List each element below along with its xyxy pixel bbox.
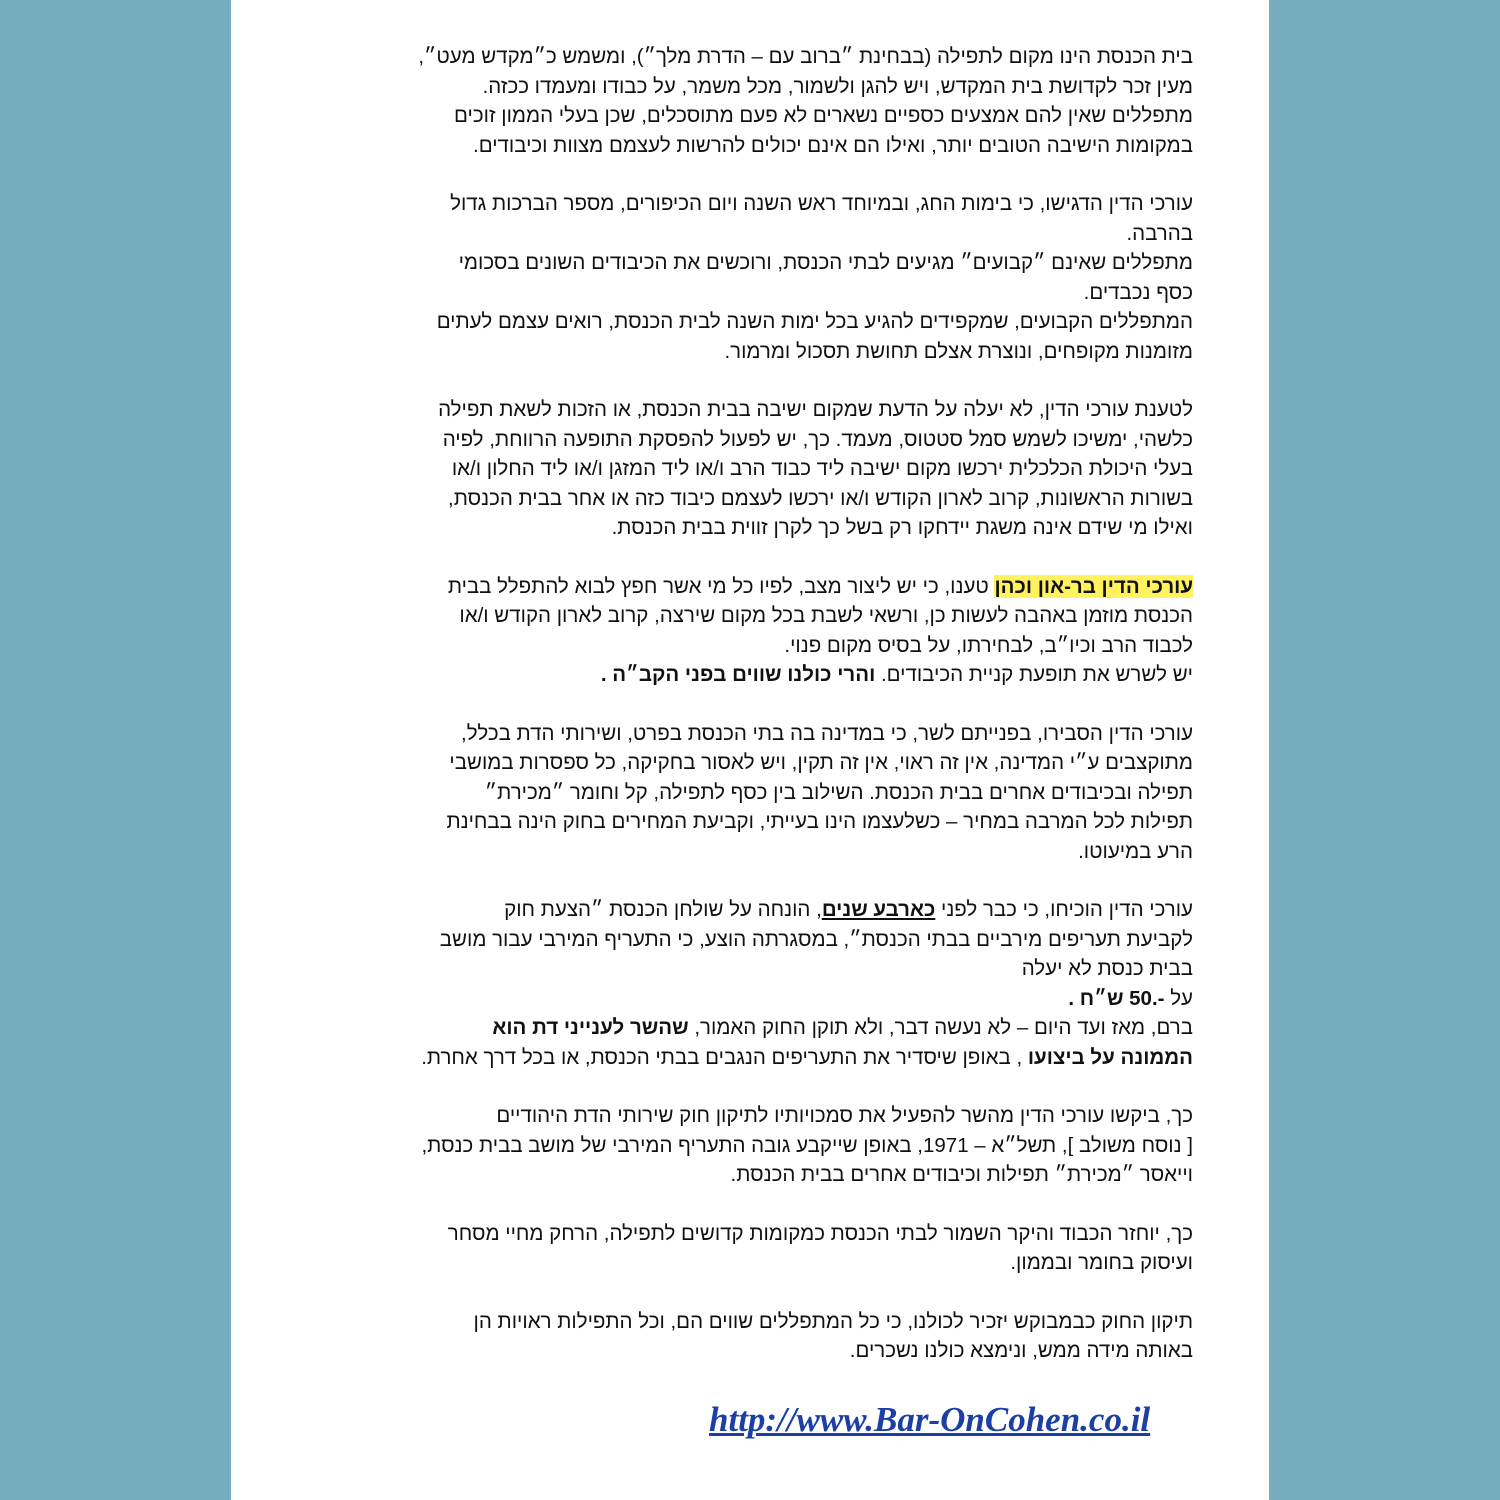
text-line: מזומנות מקופחים, ונוצרת אצלם תחושת תסכול ומרמור. [724, 339, 1193, 363]
text-span: , באופן שיסדיר את התעריפים הנגבים בבתי הכנסת, או בכל דרך אחרת. [421, 1045, 1028, 1069]
paragraph-2 [301, 189, 1193, 366]
text-line: לקביעת תעריפים מירביים בבתי הכנסת״, במסגרתה הוצע, כי התעריף המירבי עבור מושב [439, 927, 1193, 951]
text-line [301, 1043, 1193, 1073]
underlined-bold-term: כארבע שנים [821, 898, 936, 921]
paragraph-6 [301, 895, 1193, 1072]
text-line [301, 572, 1193, 602]
document-page [231, 0, 1269, 1500]
text-span: עורכי הדין הוכיחו, כי כבר לפני [935, 898, 1193, 921]
text-line: תיקון החוק כבמבוקש יזכיר לכולנו, כי כל המתפללים שווים הם, וכל התפילות ראויות הן [473, 1309, 1193, 1333]
text-line: כסף נכבדים. [1083, 280, 1193, 304]
text-line: עורכי הדין הדגישו, כי בימות החג, ובמיוחד ראש השנה ויום הכיפורים, מספר הברכות גדול [450, 192, 1193, 215]
paragraph-9 [301, 1307, 1193, 1366]
text-line [301, 895, 1193, 925]
paragraph-4 [301, 572, 1193, 690]
text-line: ועיסוק בחומר ובממון. [1010, 1251, 1193, 1274]
text-line: לטענת עורכי הדין, לא יעלה על הדעת שמקום ישיבה בבית הכנסת, או הזכות לשאת תפילה [438, 398, 1193, 421]
text-span: יש לשרש את תופעת קניית הכיבודים. [875, 663, 1193, 686]
paragraph-3 [301, 395, 1193, 543]
text-line [301, 984, 1193, 1014]
document-body [301, 42, 1193, 1395]
text-line: במקומות הישיבה הטובים יותר, ואילו הם אינם יכולים להרשות לעצמם מצוות וכיבודים. [473, 133, 1193, 157]
text-line: [ נוסח משולב ], תשל״א – 1971, באופן שייקבע גובה התעריף המירבי של מושב בבית כנסת, [421, 1133, 1193, 1157]
text-line: בשורות הראשונות, קרוב לארון הקודש ו/או ירכשו לעצמם כיבוד כזה או אחר בבית הכנסת, [448, 486, 1193, 510]
text-line: עורכי הדין הסבירו, בפנייתם לשר, כי במדינה בה בתי הכנסת בפרט, ושירותי הדת בכלל, [461, 721, 1193, 745]
text-span: טענו, כי יש ליצור מצב, לפיו כל מי אשר חפץ לבוא להתפלל בבית [447, 574, 995, 598]
text-line: בית הכנסת הינו מקום לתפילה (בבחינת ״ברוב עם – הדרת מלך״), ומשמש כ״מקדש מעט״, [418, 45, 1193, 68]
text-span: ברם, מאז ועד היום – לא נעשה דבר, ולא תוקן החוק האמור, [688, 1016, 1193, 1039]
text-line: ואילו מי שידם אינה משגת יידחקו רק בשל כך לקרן זווית בבית הכנסת. [611, 516, 1193, 539]
text-line: הרע במיעוטו. [1078, 839, 1193, 863]
text-line: הכנסת מוזמן באהבה לעשות כן, ורשאי לשבת בכל מקום שירצה, קרוב לארון הקודש ו/או [459, 604, 1193, 627]
bold-statement: והרי כולנו שווים בפני הקב״ה . [600, 663, 876, 686]
text-line: תפילה ובכיבודים אחרים בבית הכנסת. השילוב בין כסף לתפילה, קל וחומר ״מכירת״ [484, 780, 1193, 804]
text-span: , הונחה על שולחן הכנסת ״הצעת חוק [504, 898, 822, 921]
text-line: כך, יוחזר הכבוד והיקר השמור לבתי הכנסת כמקומות קדושים לתפילה, הרחק מחיי מסחר [447, 1221, 1193, 1245]
text-line [301, 1013, 1193, 1043]
text-line: מתוקצבים ע״י המדינה, אין זה ראוי, אין זה תקין, ויש לאסור בחקיקה, כל ספסרות במושבי [449, 751, 1193, 774]
text-line: המתפללים הקבועים, שמקפידים להגיע בכל ימות השנה לבית הכנסת, רואים עצמם לעתים [436, 310, 1193, 333]
bold-statement: שהשר לענייני דת הוא [492, 1016, 689, 1039]
text-line: בבית כנסת לא יעלה [1021, 957, 1193, 980]
text-line [301, 660, 1193, 690]
text-line: תפילות לכל המרבה במחיר – כשלעצמו הינו בעייתי, וקביעת המחירים בחוק הינה בבחינת [446, 810, 1193, 833]
text-line: בהרבה. [1126, 221, 1193, 245]
text-line: מתפללים שאין להם אמצעים כספיים נשארים לא פעם מתוסכלים, שכן בעלי הממון זוכים [454, 104, 1193, 127]
text-line: לכבוד הרב וכיו״ב, לבחירתו, על בסיס מקום פנוי. [784, 633, 1193, 657]
paragraph-7 [301, 1101, 1193, 1190]
highlighted-lawyers-name: עורכי הדין בר-און וכהן [994, 574, 1193, 598]
text-line: וייאסר ״מכירת״ תפילות וכיבודים אחרים בבית הכנסת. [730, 1163, 1193, 1186]
text-line: באותה מידה ממש, ונימצא כולנו נשכרים. [849, 1339, 1193, 1362]
text-line: כך, ביקשו עורכי הדין מהשר להפעיל את סמכויותיו לתיקון חוק שירותי הדת היהודיים [496, 1104, 1193, 1127]
text-line: מעין זכר לקדושת בית המקדש, ויש להגן ולשמור, מכל משמר, על כבודו ומעמדו ככזה. [482, 74, 1193, 98]
text-line: בעלי היכולת הכלכלית ירכשו מקום ישיבה ליד כבוד הרב ו/או ליד המזגן ו/או ליד החלון ו/או [451, 457, 1193, 480]
text-span: על [1164, 986, 1193, 1010]
website-link[interactable]: http://www.Bar-OnCohen.co.il [709, 1400, 1151, 1439]
bold-price: -.50 ש״ח . [1068, 986, 1165, 1010]
text-line: כלשהי, ימשיכו לשמש סמל סטטוס, מעמד. כך, יש לפעול להפסקת התופעה הרווחת, לפיה [442, 427, 1193, 451]
paragraph-1 [301, 42, 1193, 160]
paragraph-8 [301, 1219, 1193, 1278]
bold-statement: הממונה על ביצועו [1027, 1045, 1193, 1069]
paragraph-5 [301, 719, 1193, 867]
text-line: מתפללים שאינם ״קבועים״ מגיעים לבתי הכנסת, ורוכשים את הכיבודים השונים בסכומי [458, 251, 1193, 274]
